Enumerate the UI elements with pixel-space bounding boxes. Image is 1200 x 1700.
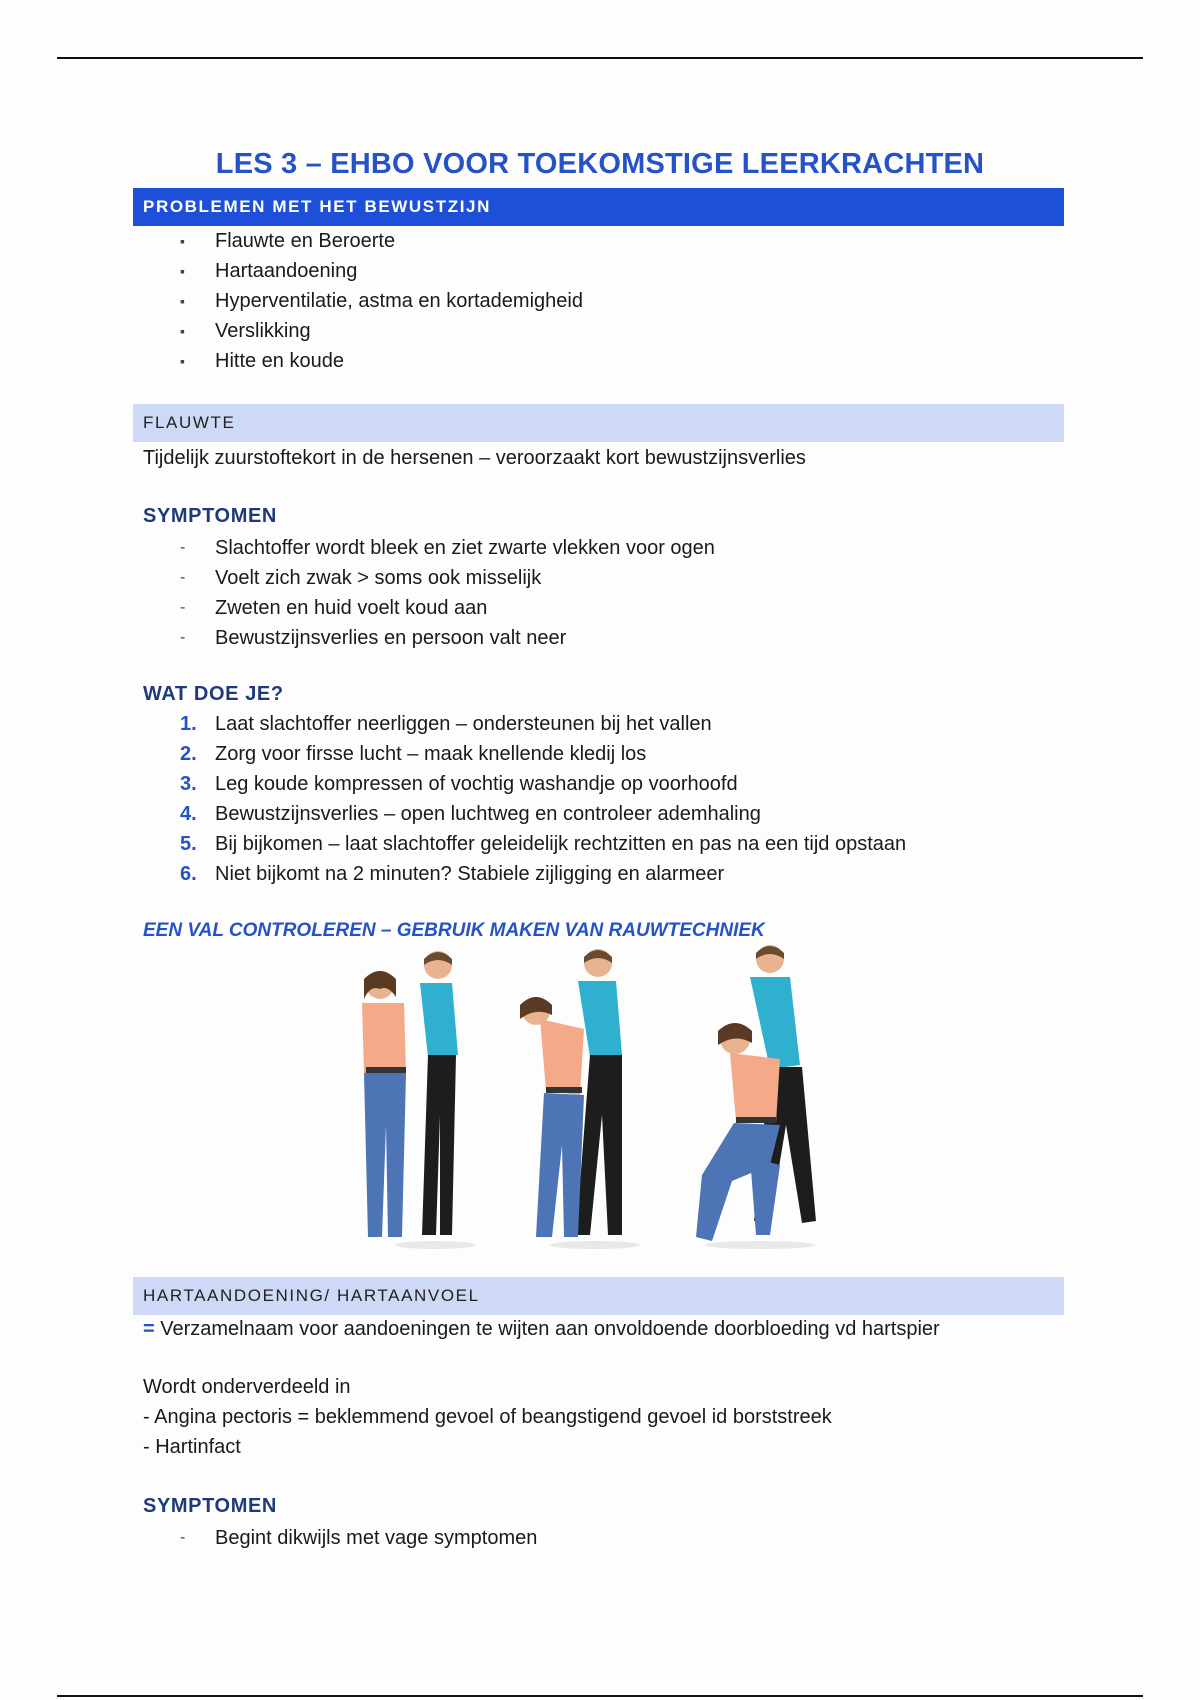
equals-sign: = xyxy=(143,1318,155,1340)
step-number: 5. xyxy=(180,832,197,855)
rautek-technique-illustration xyxy=(340,945,860,1250)
square-bullet-icon: ▪ xyxy=(180,293,185,309)
list-item: 4. Bewustzijnsverlies – open luchtweg en controleer ademhaling xyxy=(180,802,761,825)
step-number: 2. xyxy=(180,742,197,765)
step-number: 3. xyxy=(180,772,197,795)
section-heading-consciousness: PROBLEMEN MET HET BEWUSTZIJN xyxy=(133,188,1064,226)
list-item: - Zweten en huid voelt koud aan xyxy=(180,596,488,619)
dash-bullet-icon: - xyxy=(180,599,186,616)
symptoms-list xyxy=(180,533,715,653)
section-heading-flauwte: FLAUWTE xyxy=(133,404,1064,442)
step-number: 6. xyxy=(180,862,197,885)
list-item: ▪ Verslikking xyxy=(180,319,311,342)
subdivided-label: Wordt onderverdeeld in xyxy=(143,1376,351,1398)
list-item: ▪ Hartaandoening xyxy=(180,259,358,282)
list-item: - Slachtoffer wordt bleek en ziet zwarte vlekken voor ogen xyxy=(180,536,715,559)
heart-type-angina: - Angina pectoris = beklemmend gevoel of beangstigend gevoel id borststreek xyxy=(143,1406,832,1428)
bottom-rule xyxy=(57,1695,1143,1697)
square-bullet-icon: ▪ xyxy=(180,323,185,339)
problems-list xyxy=(180,226,583,376)
top-rule xyxy=(57,57,1143,59)
list-item: ▪ Flauwte en Beroerte xyxy=(180,229,396,252)
list-item: 3. Leg koude kompressen of vochtig washandje op voorhoofd xyxy=(180,772,738,795)
list-item: 6. Niet bijkomt na 2 minuten? Stabiele zijligging en alarmeer xyxy=(180,862,725,885)
list-item: 2. Zorg voor firsse lucht – maak knellende kledij los xyxy=(180,742,647,765)
list-item: ▪ Hitte en koude xyxy=(180,349,344,372)
actions-heading: WAT DOE JE? xyxy=(143,683,284,705)
square-bullet-icon: ▪ xyxy=(180,353,185,369)
square-bullet-icon: ▪ xyxy=(180,263,185,279)
list-item: 5. Bij bijkomen – laat slachtoffer geleidelijk rechtzitten en pas na een tijd opstaan xyxy=(180,832,907,855)
list-item: ▪ Hyperventilatie, astma en kortademigheid xyxy=(180,289,583,312)
actions-list xyxy=(180,709,906,889)
rautek-stage-1-figure xyxy=(362,951,475,1249)
list-item: 1. Laat slachtoffer neerliggen – ondersteunen bij het vallen xyxy=(180,712,712,735)
symptoms-heading: SYMPTOMEN xyxy=(143,505,277,527)
square-bullet-icon: ▪ xyxy=(180,233,185,249)
heart-symptoms-heading: SYMPTOMEN xyxy=(143,1495,277,1517)
rautek-stage-2-figure xyxy=(520,949,640,1249)
section-heading-heart: HARTAANDOENING/ HARTAANVOEL xyxy=(133,1277,1064,1315)
dash-bullet-icon: - xyxy=(180,629,186,646)
fall-technique-heading: EEN VAL CONTROLEREN – GEBRUIK MAKEN VAN RAUWTECHNIEK xyxy=(143,920,765,941)
list-item: - Voelt zich zwak > soms ook misselijk xyxy=(180,566,542,589)
heart-type-infarct: - Hartinfact xyxy=(143,1436,241,1458)
heart-definition: = Verzamelnaam voor aandoeningen te wijten aan onvoldoende doorbloeding vd hartspier xyxy=(143,1318,940,1340)
rautek-stage-3-figure xyxy=(696,945,816,1249)
flauwte-definition: Tijdelijk zuurstoftekort in de hersenen – veroorzaakt kort bewustzijnsverlies xyxy=(143,447,806,469)
step-number: 1. xyxy=(180,712,197,735)
list-item: - Begint dikwijls met vage symptomen xyxy=(180,1526,538,1549)
dash-bullet-icon: - xyxy=(180,1529,186,1546)
list-item: - Bewustzijnsverlies en persoon valt neer xyxy=(180,626,567,649)
dash-bullet-icon: - xyxy=(180,569,186,586)
page-title: LES 3 – EHBO VOOR TOEKOMSTIGE LEERKRACHTEN xyxy=(215,148,985,180)
dash-bullet-icon: - xyxy=(180,539,186,556)
heart-symptoms-list xyxy=(180,1523,537,1553)
step-number: 4. xyxy=(180,802,197,825)
